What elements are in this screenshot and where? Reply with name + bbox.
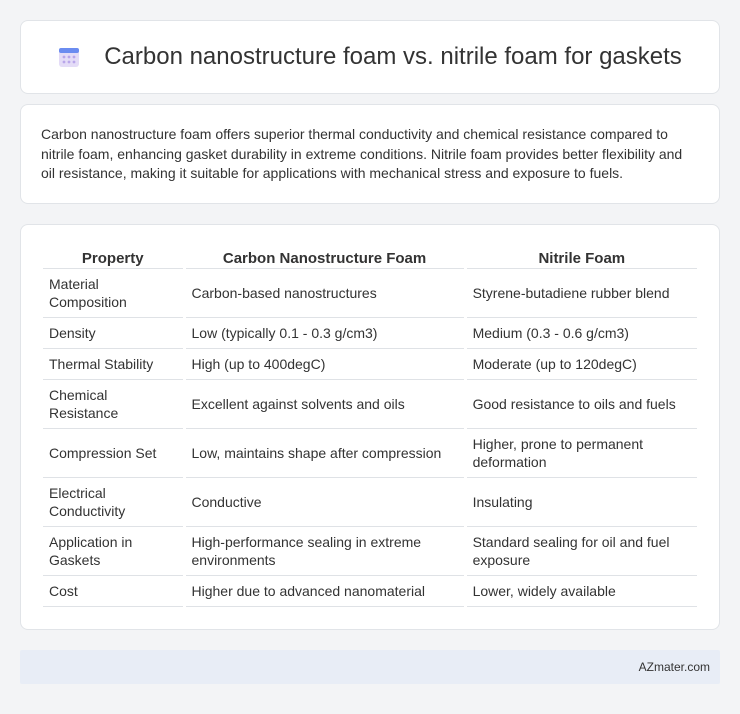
table-cell: Moderate (up to 120degC) xyxy=(467,349,697,380)
table-cell: Electrical Conductivity xyxy=(43,478,183,527)
calendar-icon xyxy=(58,46,80,68)
title-card xyxy=(20,20,720,94)
table-row xyxy=(43,380,697,429)
table-header-row xyxy=(43,245,697,269)
table-cell: Styrene-butadiene rubber blend xyxy=(467,269,697,318)
table-cell: Higher due to advanced nanomaterial xyxy=(186,576,464,607)
table-cell: Excellent against solvents and oils xyxy=(186,380,464,429)
column-header-property: Property xyxy=(43,245,183,269)
table-cell: Good resistance to oils and fuels xyxy=(467,380,697,429)
footer-brand: AZmater.com xyxy=(638,660,710,674)
column-header-nitrile-foam: Nitrile Foam xyxy=(467,245,697,269)
summary-card xyxy=(20,104,720,204)
table-cell: Medium (0.3 - 0.6 g/cm3) xyxy=(467,318,697,349)
table-row xyxy=(43,318,697,349)
table-cell: Cost xyxy=(43,576,183,607)
table-cell: Conductive xyxy=(186,478,464,527)
table-cell: Low (typically 0.1 - 0.3 g/cm3) xyxy=(186,318,464,349)
table-cell: Chemical Resistance xyxy=(43,380,183,429)
table-cell: Lower, widely available xyxy=(467,576,697,607)
table-cell: Low, maintains shape after compression xyxy=(186,429,464,478)
table-cell: Application in Gaskets xyxy=(43,527,183,576)
page-title: Carbon nanostructure foam vs. nitrile foam for gaskets xyxy=(104,43,682,70)
table-cell: Standard sealing for oil and fuel exposure xyxy=(467,527,697,576)
table-cell: Material Composition xyxy=(43,269,183,318)
comparison-table-card xyxy=(20,224,720,630)
table-row xyxy=(43,576,697,607)
table-cell: Higher, prone to permanent deformation xyxy=(467,429,697,478)
table-cell: Compression Set xyxy=(43,429,183,478)
table-row xyxy=(43,349,697,380)
comparison-table xyxy=(40,245,700,607)
summary-text: Carbon nanostructure foam offers superior thermal conductivity and chemical resistance compared to nitrile foam, enhancing gasket durability in extreme conditions. Nitrile foam provides better flexibility and oil resistance, making it suitable for applications with mechanical stress and exposure to fuels. xyxy=(41,126,683,181)
table-cell: High (up to 400degC) xyxy=(186,349,464,380)
table-row xyxy=(43,269,697,318)
table-cell: Carbon-based nanostructures xyxy=(186,269,464,318)
column-header-carbon-foam: Carbon Nanostructure Foam xyxy=(186,245,464,269)
table-cell: Density xyxy=(43,318,183,349)
table-row xyxy=(43,527,697,576)
table-cell: Thermal Stability xyxy=(43,349,183,380)
table-cell: High-performance sealing in extreme environments xyxy=(186,527,464,576)
table-row xyxy=(43,478,697,527)
table-row xyxy=(43,429,697,478)
footer xyxy=(20,650,720,684)
table-cell: Insulating xyxy=(467,478,697,527)
